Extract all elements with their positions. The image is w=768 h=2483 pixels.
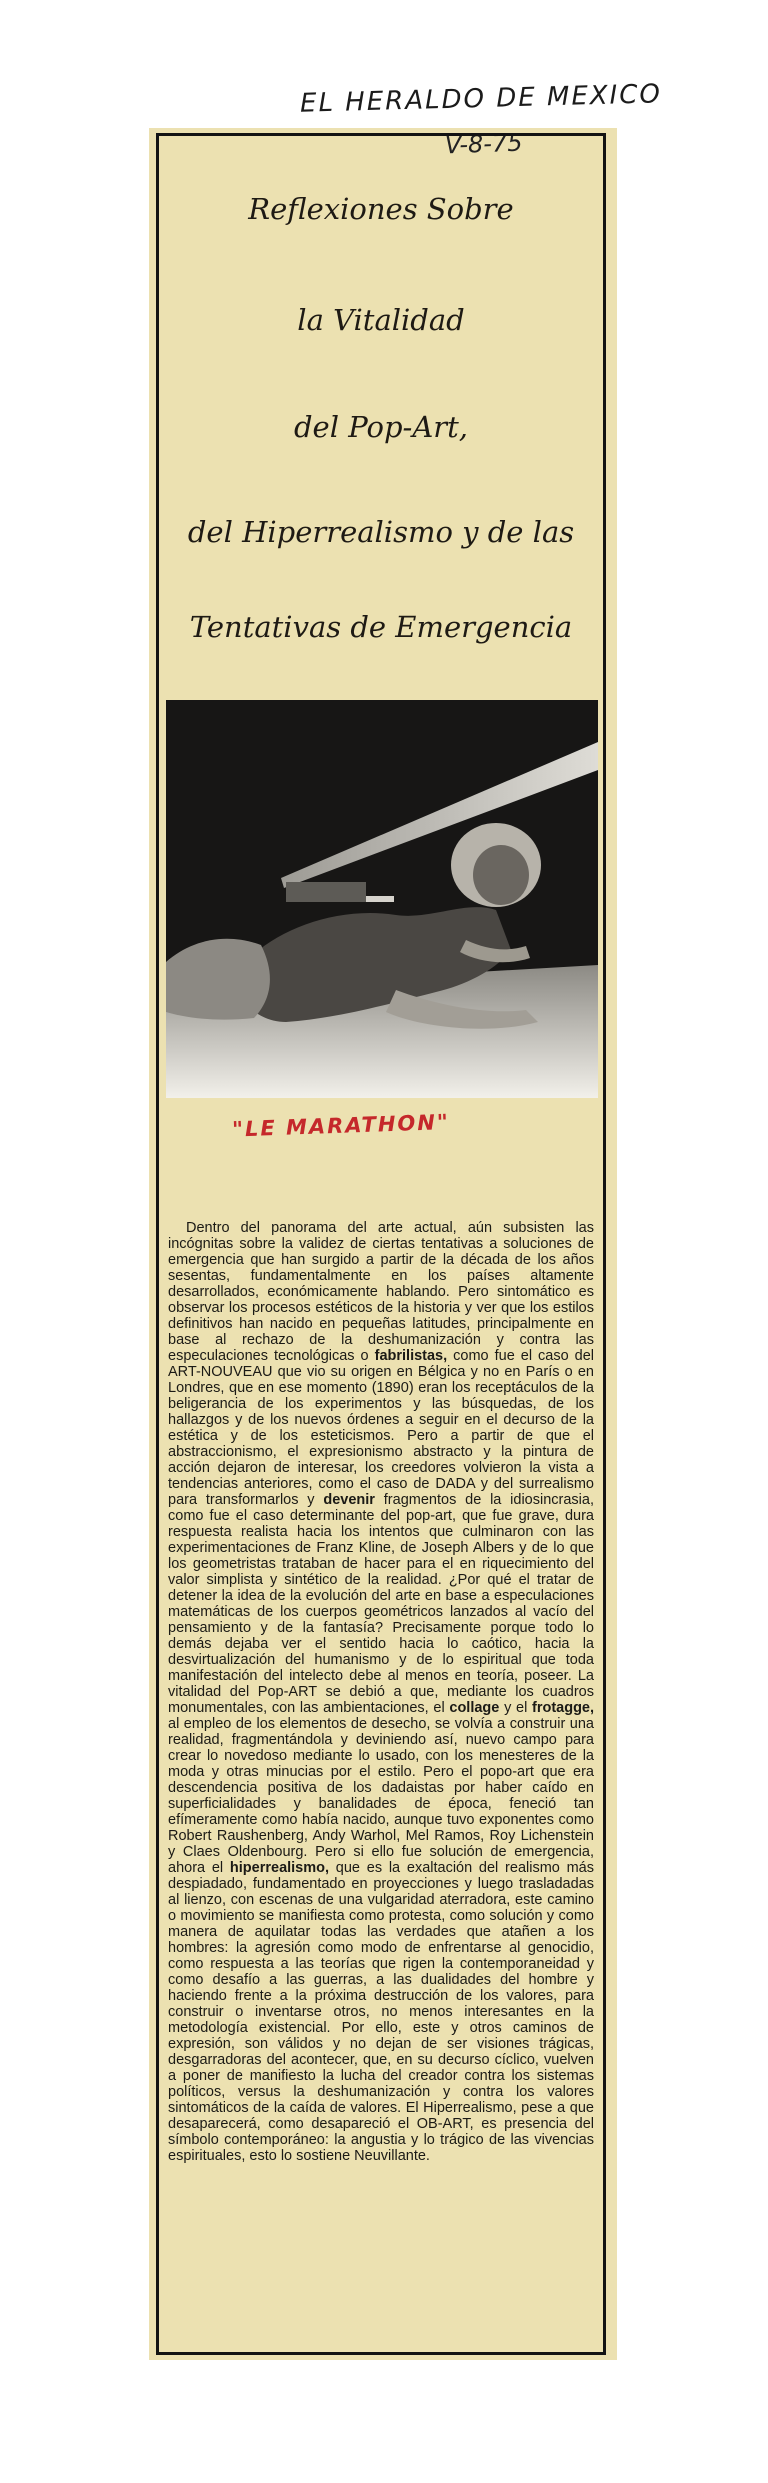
body-text-6: que es la exaltación del realismo más despiadado, fundamentado en proyecciones y luego trasladadas al lienzo, con escenas de una vulgaridad aterradora, este camino o movimiento se manifiesta como protesta, como solución y como manera de aquilatar todas las verdades que atañen a los hombres: la agresión como modo de enfrentarse al genocidio, como respuesta a las teorías que rigen la contemporaneidad y como desafío a las guerras, a las dualidades del hombre y haciendo frente a la próxima destrucción de los valores, para construir o inventarse otros, no menos interesantes en la metodología existencial. Por ello, este y otros caminos de expresión, son válidos y no dejan de ser visiones trágicas, desgarradoras del acontecer, que, en su decurso cíclico, vuelven a poner de manifiesto la lucha del creador contra los sistemas políticos, versus la deshumanización y contra los valores sintomáticos de la caída de valores. El Hiperrealismo, pese a que desaparecerá, como desapareció el OB-ART, es presencia del símbolo contemporáneo: la angustia y lo trágico de las vivencias espirituales, esto lo sostiene Neuvillante. <box>168 1860 594 2164</box>
bold-term-devenir: devenir <box>323 1492 375 1508</box>
bold-term-frotagge: frotagge, <box>532 1700 595 1716</box>
bold-term-collage: collage <box>449 1700 500 1716</box>
body-text-3: fragmentos de la idiosincrasia, como fue el caso determinante del pop-art, que fue grave, dura respuesta realista hacia los intentos que culminaron con las experimentaciones de Franz Kline, de Joseph Albers y de lo que los geometristas trataban de hacer para el en riquecimiento del valor simplista y sintético de la realidad. ¿Por qué el tratar de detener la idea de la evolución del arte en base a especulaciones matemáticas de los cuerpos geométricos lanzados al vacío del pensamiento y de la fantasía? Precisamente porque todo lo demás dejaba ver el sentido hacia lo caótico, hacia la desvirtualización del humanismo y de lo espiritual que toda manifestación del intelecto debe al menos en teoría, poseer. La vitalidad del Pop-ART se debió a que, mediante los cuadros monumentales, con las ambientaciones, el <box>168 1492 594 1716</box>
title-line-4: del Hiperrealismo y de las <box>187 515 575 549</box>
performance-photo <box>166 700 598 1098</box>
body-text-1: Dentro del panorama del arte actual, aún subsisten las incógnitas sobre la validez de ciertas tentativas a soluciones de emergencia que han surgido a partir de la década de los años sesentas, fundamentalmente en los países altamente desarrollados, económicamente hablando. Pero sintomático es observar los procesos estéticos de la historia y ver que los estilos definitivos han nacido en pequeñas latitudes, principalmente en base al rechazo de la deshumanización y contra las especulaciones tecnológicas o <box>168 1220 594 1364</box>
title-line-3: del Pop-Art, <box>293 410 469 444</box>
bold-term-fabrilistas: fabrilistas, <box>374 1348 448 1364</box>
article-body <box>168 1220 594 2345</box>
newspaper-masthead: EL HERALDO DE MEXICO <box>299 79 663 119</box>
body-text-4: y el <box>504 1700 528 1716</box>
handwritten-caption: "LE MARATHON" <box>231 1109 451 1142</box>
body-paragraph <box>168 1220 594 2164</box>
handwritten-date: V-8-75 <box>444 128 523 160</box>
title-line-1: Reflexiones Sobre <box>248 192 514 226</box>
title-line-5: Tentativas de Emergencia <box>189 610 573 644</box>
bold-term-hiperrealismo: hiperrealismo, <box>229 1860 330 1876</box>
body-text-2: como fue el caso del ART-NOUVEAU que vio su origen en Bélgica y no en París o en Londres, que en ese momento (1890) eran los receptáculos de la beligerancia de los experimentos y las búsquedas, de los hallazgos y de los nuevos órdenes a seguir en el decurso de la estética y de los esteticismos. Pero a partir de que el abstraccionismo, el expresionismo abstracto y la pintura de acción dejaron de interesar, los creedores volvieron la vista a tendencias anteriores, como el caso de DADA y del surrealismo para transformarlos y <box>168 1348 595 1508</box>
title-line-2: la Vitalidad <box>297 303 465 337</box>
body-text-5: al empleo de los elementos de desecho, se volvía a construir una realidad, fragmentándola y deviniendo así, nuevo campo para crear lo novedoso mediante lo usado, con los menesteres de la moda y otras minucias por el estilo. Pero el popo-art que era descendencia positiva de los dadaistas por haber caído en superficialidades y banalidades de época, feneció tan efímeramente como había nacido, aunque tuvo exponentes como Robert Raushenberg, Andy Warhol, Mel Ramos, Roy Lichenstein y Claes Oldenbourg. Pero si ello fue solución de emergencia, ahora el <box>168 1716 594 1876</box>
